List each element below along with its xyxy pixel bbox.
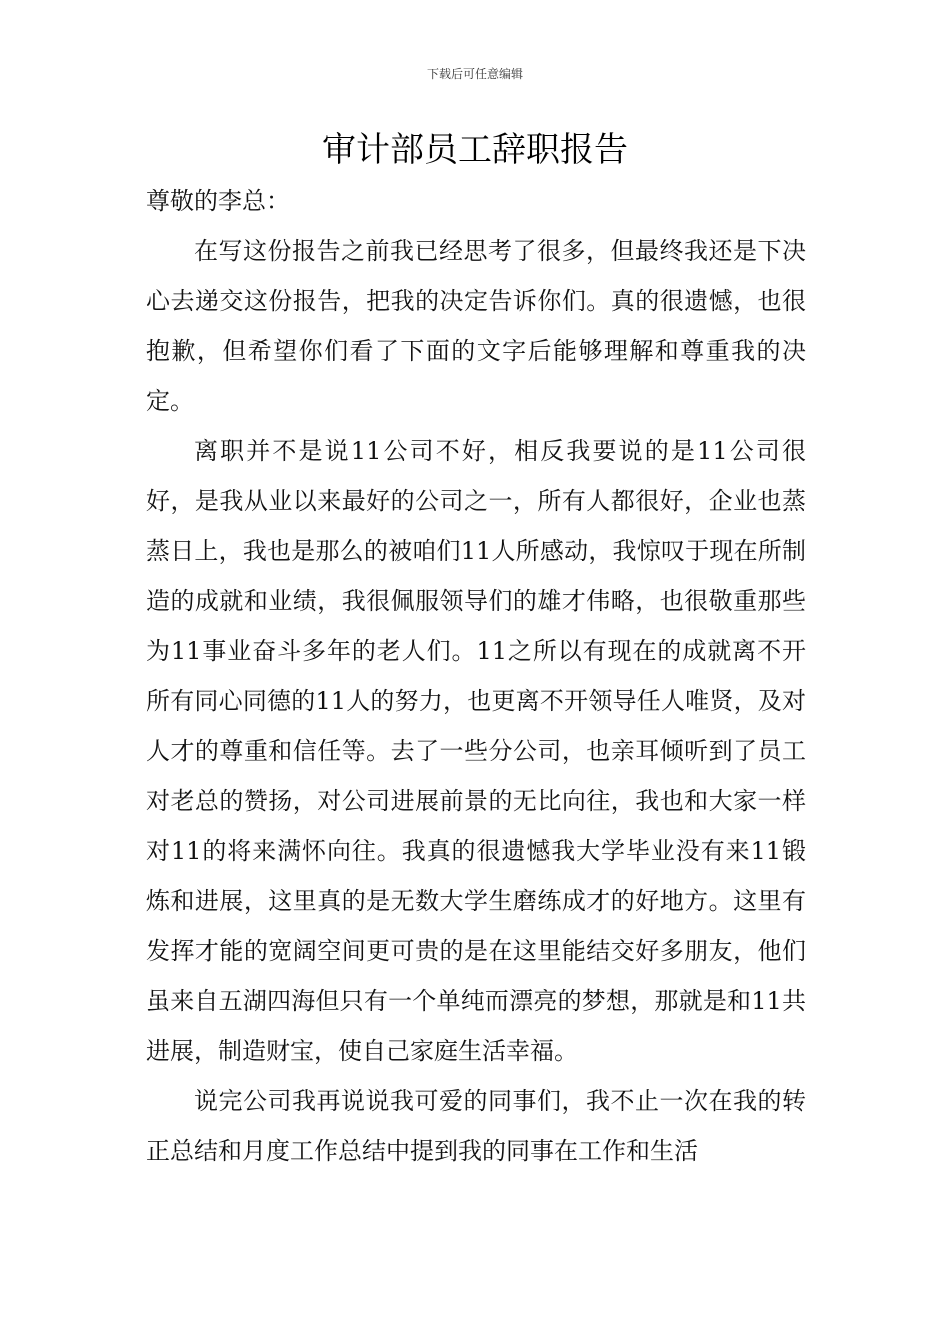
header-note: 下载后可任意编辑 (426, 67, 523, 81)
paragraph: 离职并不是说11公司不好，相反我要说的是11公司很好，是我从业以来最好的公司之一，所有人都很好，企业也蒸蒸日上，我也是那么的被咱们11人所感动，我惊叹于现在所制造的成就和业绩，我很佩服领导们的雄才伟略，也很敬重那些为11事业奋斗多年的老人们。11之所以有现在的成就离不开所有同心同德的11人的努力，也更离不开领导任人唯贤，及对人才的尊重和信任等。去了一些分公司，也亲耳倾听到了员工对老总的赞扬，对公司进展前景的无比向往，我也和大家一样对11的将来满怀向往。我真的很遗憾我大学毕业没有来11锻炼和进展，这里真的是无数大学生磨练成才的好地方。这里有发挥才能的宽阔空间更可贵的是在这里能结交好多朋友，他们虽来自五湖四海但只有一个单纯而漂亮的梦想，那就是和11共进展，制造财宝，使自己家庭生活幸福。 (146, 437, 806, 1065)
page-title: 审计部员工辞职报告 (322, 130, 628, 170)
paragraph: 在写这份报告之前我已经思考了很多，但最终我还是下决心去递交这份报告，把我的决定告诉你们。真的很遗憾，也很抱歉，但希望你们看了下面的文字后能够理解和尊重我的决定。 (146, 237, 806, 415)
document-body (146, 176, 806, 1176)
paragraph: 说完公司我再说说我可爱的同事们，我不止一次在我的转正总结和月度工作总结中提到我的同事在工作和生活 (146, 1087, 806, 1165)
salutation: 尊敬的李总： (146, 187, 290, 215)
